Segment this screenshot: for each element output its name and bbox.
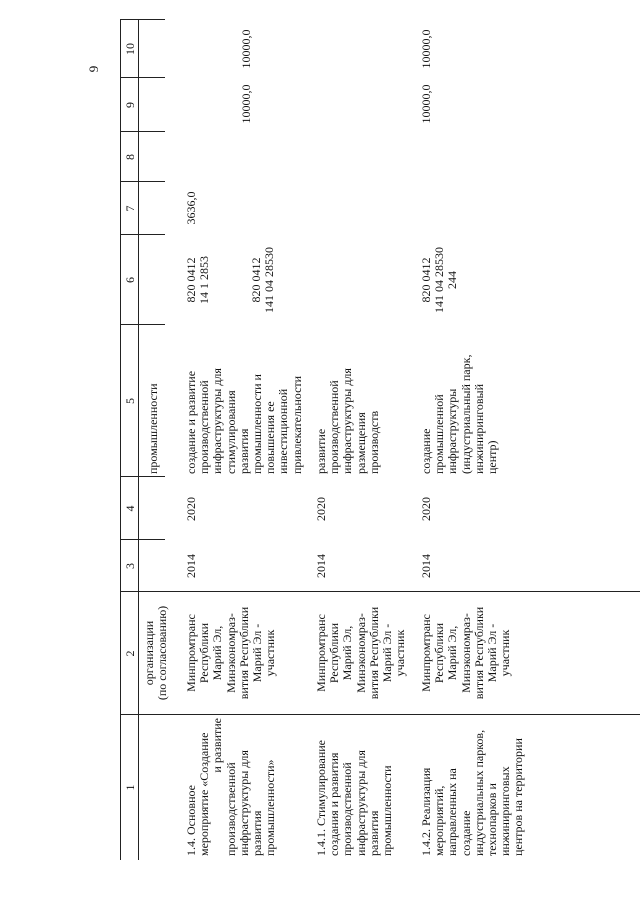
row1-col10: 10000,0 <box>239 29 253 69</box>
row2-col1: 1.4.1. Стимулирование создания и развития производственной инфраструктуры для развития промышленности <box>314 740 395 856</box>
column-number: 7 <box>123 205 137 212</box>
row1-col2: Минпромтранс Республики Марий Эл, Минэкономраз- вития Республики Марий Эл - участник <box>184 606 278 700</box>
header-row-border <box>138 20 139 860</box>
row2-col2: Минпромтранс Республики Марий Эл, Минэкономраз- вития Республики Марий Эл - участник <box>314 606 408 700</box>
column-number: 10 <box>123 43 137 55</box>
row3-col9: 10000,0 <box>419 84 433 124</box>
column-number: 9 <box>123 102 137 108</box>
header-continuation-col2: организации (по согласованию) <box>142 605 170 701</box>
row1-col6-code-b: 820 0412 141 04 28530 <box>249 247 277 313</box>
row2-col4: 2020 <box>314 497 328 521</box>
column-number: 2 <box>123 650 137 657</box>
row2-col3: 2014 <box>314 554 328 578</box>
column-number: 8 <box>123 154 137 160</box>
page-number: 9 <box>86 65 101 73</box>
column-divider <box>120 714 640 715</box>
row3-col5: создание промышленной инфраструктуры (индустриальный парк, инжиниринговый центр) <box>419 354 500 474</box>
row2-col5: развитие производственной инфраструктуры для размещения производств <box>314 368 381 474</box>
table-top-border <box>120 20 121 860</box>
row1-col9: 10000,0 <box>239 84 253 124</box>
row1-col1: 1.4. Основное мероприятие «Создание и развитие производственной инфраструктуры для развития промышленности» <box>184 718 278 856</box>
column-number: 3 <box>123 563 137 569</box>
row3-col10: 10000,0 <box>419 29 433 69</box>
row3-col3: 2014 <box>419 554 433 578</box>
column-number: 1 <box>123 784 137 791</box>
column-number: 6 <box>123 277 137 283</box>
budget-table <box>120 20 640 860</box>
row1-col7: 3636,0 <box>184 191 198 225</box>
row3-col6: 820 0412 141 04 28530 244 <box>419 247 460 313</box>
row1-col6-code-a: 820 0412 14 1 2853 <box>184 256 212 304</box>
header-continuation-col5: промышленности <box>146 383 160 474</box>
row1-col5: создание и развитие производственной инфраструктуры для стимулирования развития промышленности и повышения ее инвестиционной привлекательности <box>184 368 304 474</box>
row3-col1: 1.4.2. Реализация мероприятий, направленных на создание индустриальных парков, технопарков и инжиниринговых центров на территории <box>419 729 526 856</box>
row1-col3: 2014 <box>184 554 198 578</box>
row3-col4: 2020 <box>419 497 433 521</box>
column-divider <box>120 591 640 592</box>
column-number: 4 <box>123 505 137 512</box>
row1-col4: 2020 <box>184 497 198 521</box>
row3-col2: Минпромтранс Республики Марий Эл, Минэкономраз- вития Республики Марий Эл - участник <box>419 606 513 700</box>
column-number: 5 <box>123 398 137 404</box>
